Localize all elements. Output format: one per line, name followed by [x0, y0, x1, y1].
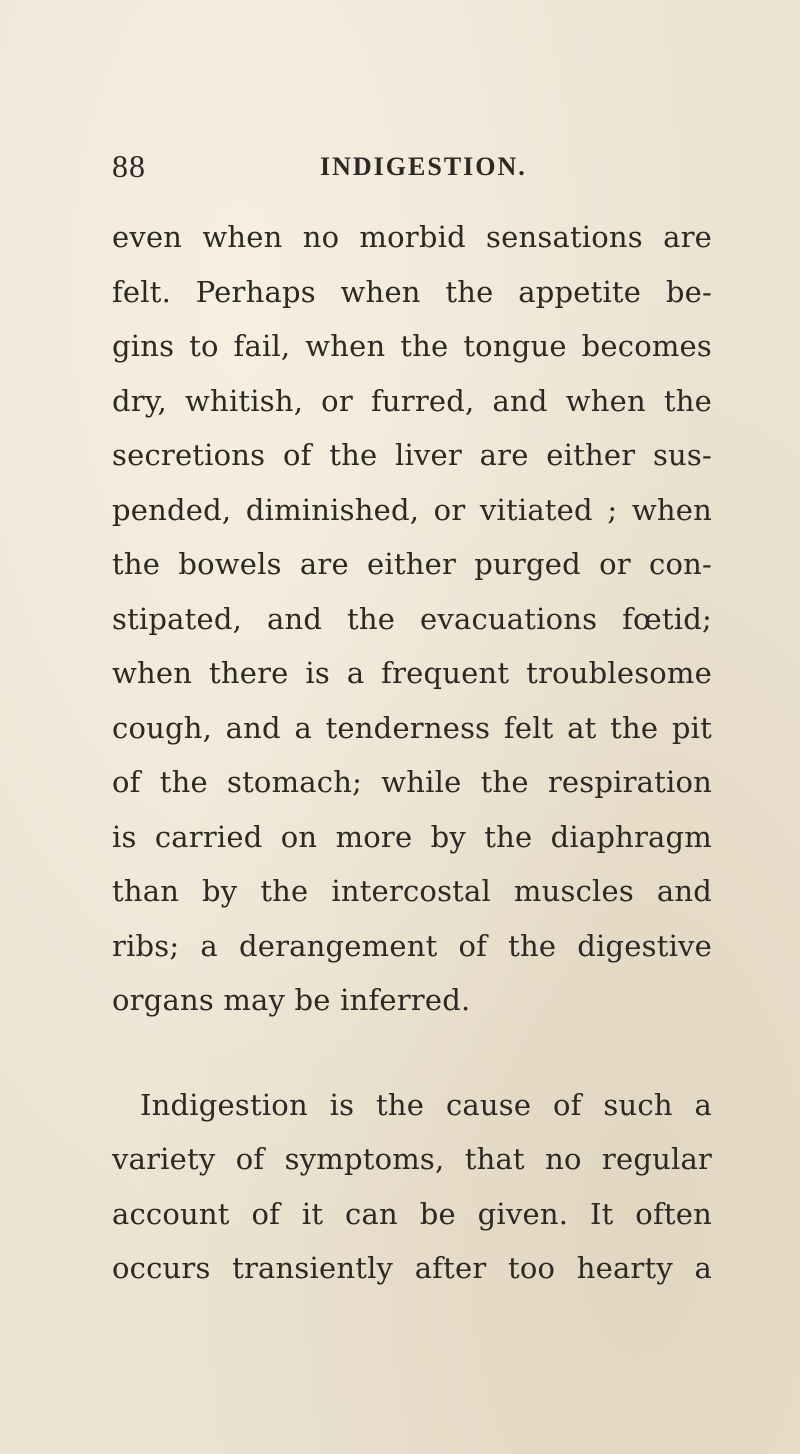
text-line: organs may be inferred.: [112, 983, 471, 1017]
text-line: is carried on more by the diaphragm: [112, 819, 712, 854]
text-line: the bowels are either purged or con-: [112, 547, 712, 581]
text-line: felt. Perhaps when the appetite be-: [112, 274, 712, 309]
text-line: than by the intercostal muscles and: [112, 874, 712, 908]
text-line: when there is a frequent troublesome: [112, 656, 712, 690]
text-line: variety of symptoms, that no regular: [112, 1142, 712, 1176]
paragraph-2: [112, 1078, 712, 1296]
running-title: INDIGESTION.: [320, 152, 527, 181]
text-line: dry, whitish, or furred, and when the: [112, 383, 712, 418]
paragraph-1: [112, 210, 712, 1028]
text-line: Indigestion is the cause of such a: [140, 1087, 712, 1122]
body-text: [112, 210, 712, 1296]
text-line: ribs; a derangement of the digestive: [112, 928, 712, 963]
text-line: account of it can be given. It often: [112, 1196, 712, 1231]
paragraph-gap: [112, 1028, 712, 1078]
text-line: cough, and a tenderness felt at the pit: [112, 710, 712, 745]
text-line: pended, diminished, or vitiated ; when: [112, 492, 712, 527]
text-line: gins to fail, when the tongue becomes: [112, 329, 712, 363]
text-line: secretions of the liver are either sus-: [112, 438, 712, 472]
text-line: of the stomach; while the respiration: [112, 765, 712, 799]
page-header: [112, 150, 712, 200]
text-line: occurs transiently after too hearty a: [112, 1251, 712, 1285]
text-line: stipated, and the evacuations fœtid;: [112, 601, 712, 636]
text-line: even when no morbid sensations are: [112, 220, 712, 254]
page-number: 88: [112, 148, 146, 184]
